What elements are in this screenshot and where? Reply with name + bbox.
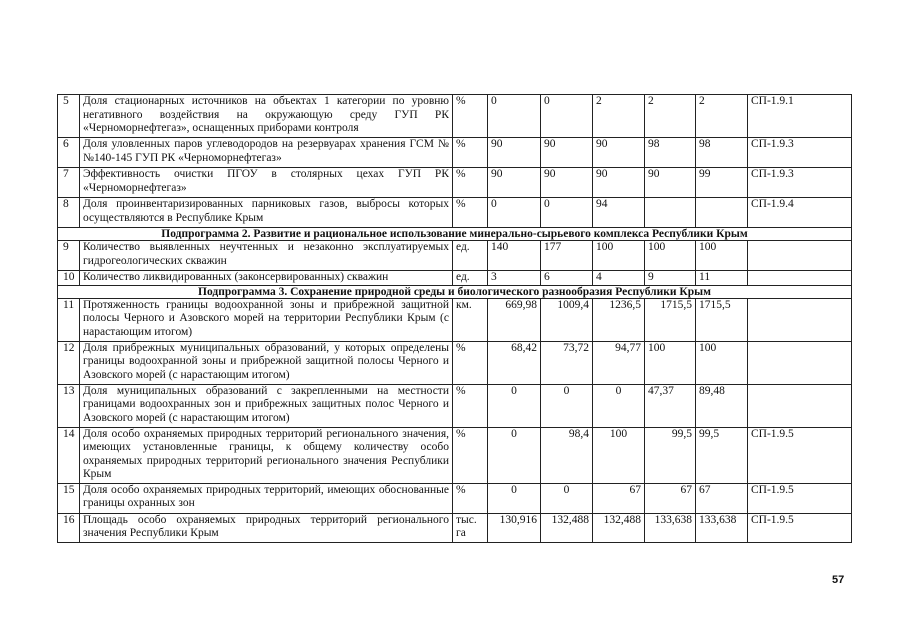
row-number: 7 (58, 168, 80, 198)
value-cell: 4 (593, 271, 645, 286)
row-number: 5 (58, 95, 80, 138)
indicator-name: Протяженность границы водоохранной зоны и прибрежной защитной полосы Черного и Азовского морей на территории Республики Крым (с нарастающим итогом) (80, 298, 453, 341)
value-cell: 47,37 (645, 384, 696, 427)
value-cell: 98 (696, 138, 748, 168)
value-cell: 1009,4 (541, 298, 593, 341)
indicator-name: Доля уловленных паров углеводородов на резервуарах хранения ГСМ №№140-145 ГУП РК «Черноморнефтегаз» (80, 138, 453, 168)
value-cell: 6 (541, 271, 593, 286)
value-cell: 94 (593, 198, 645, 228)
value-cell: 100 (696, 341, 748, 384)
value-cell: 0 (541, 198, 593, 228)
value-cell: 98 (645, 138, 696, 168)
unit-cell: тыс. га (453, 513, 488, 542)
value-cell: 99,5 (696, 427, 748, 483)
value-cell: 1715,5 (645, 298, 696, 341)
value-cell: 0 (488, 427, 541, 483)
indicator-name: Количество ликвидированных (законсервированных) скважин (80, 271, 453, 286)
row-number: 13 (58, 384, 80, 427)
value-cell: 100 (593, 241, 645, 271)
value-cell: 90 (645, 168, 696, 198)
row-number: 12 (58, 341, 80, 384)
value-cell: 2 (696, 95, 748, 138)
value-cell: 132,488 (541, 513, 593, 542)
value-cell: 132,488 (593, 513, 645, 542)
indicator-name: Доля особо охраняемых природных территорий регионального значения, имеющих установленные границы, к общему количеству особо охраняемых природных территорий регионального значения Республики Крым (80, 427, 453, 483)
value-cell: 90 (488, 138, 541, 168)
value-cell: 1715,5 (696, 298, 748, 341)
value-cell: 90 (593, 168, 645, 198)
value-cell: 133,638 (645, 513, 696, 542)
table-row (58, 513, 852, 542)
unit-cell: % (453, 168, 488, 198)
table-row (58, 271, 852, 286)
unit-cell: % (453, 198, 488, 228)
unit-cell: ед. (453, 271, 488, 286)
value-cell: 100 (645, 241, 696, 271)
code-cell: СП-1.9.3 (748, 168, 852, 198)
indicator-name: Доля особо охраняемых природных территорий, имеющих обоснованные границы охранных зон (80, 483, 453, 513)
table-row (58, 241, 852, 271)
code-cell: СП-1.9.3 (748, 138, 852, 168)
code-cell: СП-1.9.5 (748, 483, 852, 513)
value-cell: 0 (488, 384, 541, 427)
table-body (58, 95, 852, 543)
table-row (58, 168, 852, 198)
table-row (58, 95, 852, 138)
row-number: 9 (58, 241, 80, 271)
code-cell (748, 271, 852, 286)
indicator-name: Эффективность очистки ПГОУ в столярных цехах ГУП РК «Черноморнефтегаз» (80, 168, 453, 198)
code-cell: СП-1.9.5 (748, 513, 852, 542)
value-cell: 130,916 (488, 513, 541, 542)
value-cell: 94,77 (593, 341, 645, 384)
value-cell (696, 198, 748, 228)
value-cell: 0 (541, 95, 593, 138)
indicator-name: Количество выявленных неучтенных и незаконно эксплуатируемых гидрогеологических скважин (80, 241, 453, 271)
value-cell: 0 (541, 483, 593, 513)
unit-cell: % (453, 384, 488, 427)
unit-cell: км. (453, 298, 488, 341)
indicator-table (57, 94, 852, 543)
value-cell (645, 198, 696, 228)
code-cell: СП-1.9.4 (748, 198, 852, 228)
row-number: 14 (58, 427, 80, 483)
unit-cell: % (453, 427, 488, 483)
value-cell: 140 (488, 241, 541, 271)
section-header-row (58, 285, 852, 298)
value-cell: 98,4 (541, 427, 593, 483)
value-cell: 73,72 (541, 341, 593, 384)
value-cell: 2 (593, 95, 645, 138)
row-number: 15 (58, 483, 80, 513)
table-row (58, 198, 852, 228)
indicator-name: Площадь особо охраняемых природных территорий регионального значения Республики Крым (80, 513, 453, 542)
value-cell: 9 (645, 271, 696, 286)
indicator-name: Доля прибрежных муниципальных образований, у которых определены границы водоохранной зоны и прибрежной защитной полосы Черного и Азовского морей (с нарастающим итогом) (80, 341, 453, 384)
value-cell: 100 (696, 241, 748, 271)
code-cell (748, 384, 852, 427)
value-cell: 90 (488, 168, 541, 198)
value-cell: 68,42 (488, 341, 541, 384)
table-row (58, 341, 852, 384)
value-cell: 1236,5 (593, 298, 645, 341)
value-cell: 0 (488, 483, 541, 513)
value-cell: 2 (645, 95, 696, 138)
value-cell: 11 (696, 271, 748, 286)
value-cell: 100 (593, 427, 645, 483)
value-cell: 0 (488, 198, 541, 228)
unit-cell: % (453, 95, 488, 138)
table-row (58, 427, 852, 483)
unit-cell: ед. (453, 241, 488, 271)
row-number: 16 (58, 513, 80, 542)
value-cell: 177 (541, 241, 593, 271)
code-cell (748, 298, 852, 341)
value-cell: 669,98 (488, 298, 541, 341)
value-cell: 90 (541, 138, 593, 168)
value-cell: 3 (488, 271, 541, 286)
indicator-name: Доля проинвентаризированных парниковых газов, выбросы которых осуществляются в Республике Крым (80, 198, 453, 228)
value-cell: 0 (541, 384, 593, 427)
value-cell: 0 (593, 384, 645, 427)
value-cell: 67 (593, 483, 645, 513)
value-cell: 99 (696, 168, 748, 198)
table-row (58, 384, 852, 427)
indicator-name: Доля стационарных источников на объектах 1 категории по уровню негативного воздействия на окружающую среду ГУП РК «Черноморнефтегаз», оснащенных приборами контроля (80, 95, 453, 138)
unit-cell: % (453, 341, 488, 384)
page-number: 57 (832, 574, 845, 586)
row-number: 8 (58, 198, 80, 228)
code-cell: СП-1.9.1 (748, 95, 852, 138)
value-cell: 67 (645, 483, 696, 513)
table-row (58, 483, 852, 513)
value-cell: 133,638 (696, 513, 748, 542)
row-number: 10 (58, 271, 80, 286)
value-cell: 90 (541, 168, 593, 198)
value-cell: 99,5 (645, 427, 696, 483)
value-cell: 67 (696, 483, 748, 513)
section-title: Подпрограмма 2. Развитие и рациональное использование минерально-сырьевого комплекса Республики Крым (58, 228, 852, 241)
code-cell (748, 241, 852, 271)
unit-cell: % (453, 138, 488, 168)
unit-cell: % (453, 483, 488, 513)
table-row (58, 138, 852, 168)
section-header-row (58, 228, 852, 241)
row-number: 6 (58, 138, 80, 168)
value-cell: 100 (645, 341, 696, 384)
code-cell (748, 341, 852, 384)
indicator-name: Доля муниципальных образований с закрепленными на местности границами водоохранных зон и прибрежных защитных полос Черного и Азовского морей (с нарастающим итогом) (80, 384, 453, 427)
section-title: Подпрограмма 3. Сохранение природной среды и биологического разнообразия Республики Крым (58, 285, 852, 298)
value-cell: 89,48 (696, 384, 748, 427)
code-cell: СП-1.9.5 (748, 427, 852, 483)
value-cell: 0 (488, 95, 541, 138)
table-row (58, 298, 852, 341)
row-number: 11 (58, 298, 80, 341)
value-cell: 90 (593, 138, 645, 168)
